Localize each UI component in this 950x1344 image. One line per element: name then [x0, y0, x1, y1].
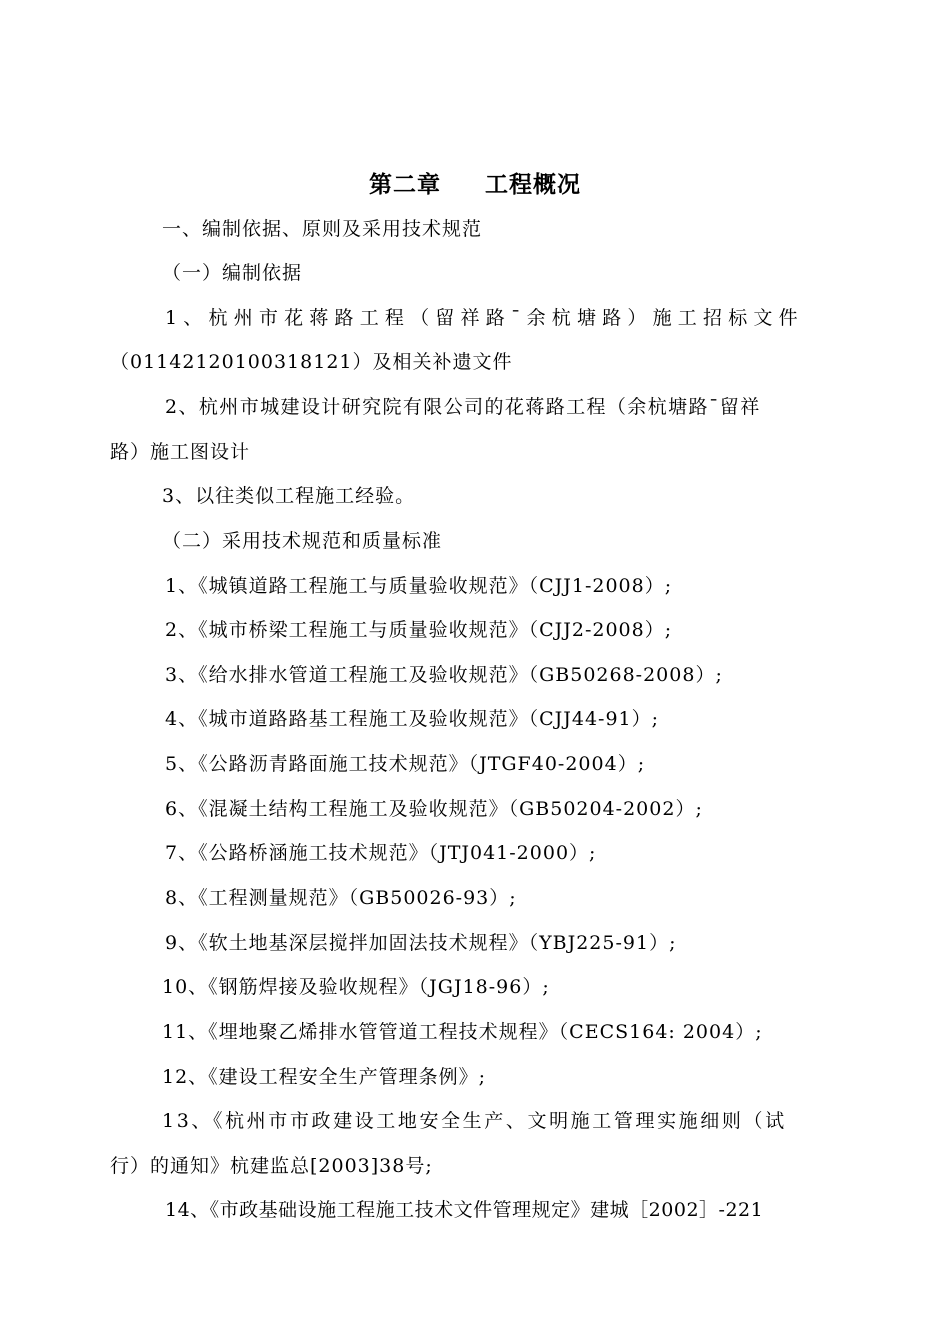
subsection-heading: （二）采用技术规范和质量标准 [162, 530, 443, 552]
list-item: 7、《公路桥涵施工技术规范》（JTJ041-2000）; [165, 842, 597, 864]
chapter-name: 工程概况 [485, 171, 581, 198]
paragraph-line: 3、以往类似工程施工经验。 [162, 485, 416, 507]
paragraph-line: 路）施工图设计 [110, 441, 251, 463]
list-item: 6、《混凝土结构工程施工及验收规范》（GB50204-2002）; [165, 798, 703, 820]
list-item: 8、《工程测量规范》（GB50026-93）; [165, 887, 517, 909]
list-item: 13、《杭州市市政建设工地安全生产、文明施工管理实施细则（试 [162, 1110, 787, 1132]
list-item: 11、《埋地聚乙烯排水管管道工程技术规程》（CECS164: 2004）; [162, 1021, 763, 1043]
paragraph-line: （01142120100318121）及相关补遗文件 [110, 351, 513, 373]
subsection-heading: （一）编制依据 [162, 262, 303, 284]
list-item: 1、《城镇道路工程施工与质量验收规范》（CJJ1-2008）; [165, 575, 673, 597]
chapter-title [0, 166, 950, 199]
section-heading: 一、编制依据、原则及采用技术规范 [162, 218, 483, 240]
list-item: 3、《给水排水管道工程施工及验收规范》（GB50268-2008）; [165, 664, 723, 686]
list-item: 2、《城市桥梁工程施工与质量验收规范》（CJJ2-2008）; [165, 619, 673, 641]
paragraph-line: 1、杭州市花蒋路工程（留祥路¯余杭塘路）施工招标文件 [165, 307, 804, 329]
list-item: 行）的通知》杭建监总[2003]38号; [110, 1155, 433, 1177]
list-item: 12、《建设工程安全生产管理条例》; [162, 1066, 487, 1088]
list-item: 14、《市政基础设施工程施工技术文件管理规定》建城［2002］-221 [165, 1199, 764, 1221]
chapter-number: 第二章 [369, 171, 441, 198]
list-item: 5、《公路沥青路面施工技术规范》（JTGF40-2004）; [165, 753, 646, 775]
list-item: 4、《城市道路路基工程施工及验收规范》（CJJ44-91）; [165, 708, 660, 730]
list-item: 9、《软土地基深层搅拌加固法技术规程》（YBJ225-91）; [165, 932, 677, 954]
list-item: 10、《钢筋焊接及验收规程》（JGJ18-96）; [162, 976, 550, 998]
paragraph-line: 2、杭州市城建设计研究院有限公司的花蒋路工程（余杭塘路¯留祥 [165, 396, 761, 418]
